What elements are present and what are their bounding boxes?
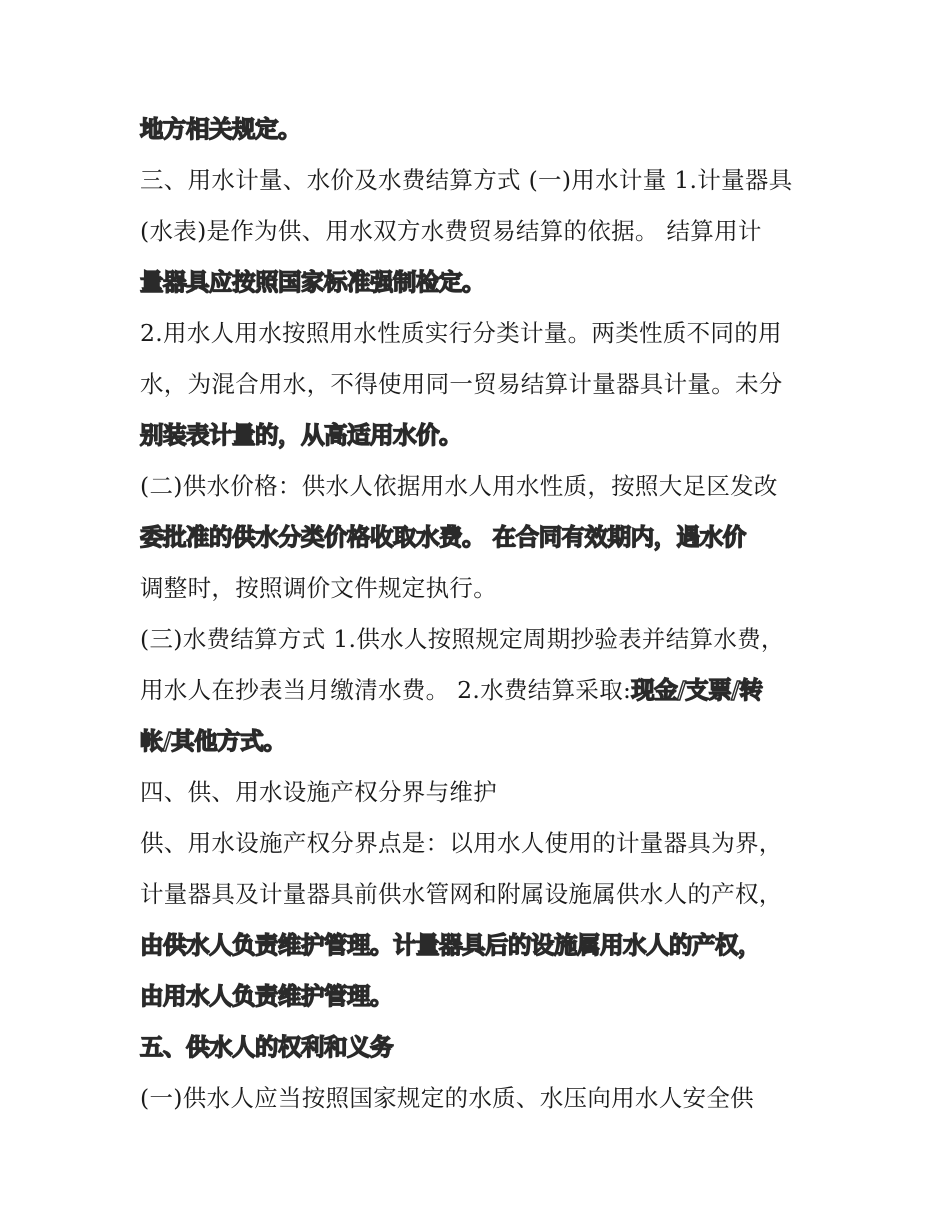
- outlined-text: 五、供水人的权利和义务: [140, 1033, 393, 1061]
- outlined-text: 量器具应按照国家标准强制检定。: [140, 268, 485, 296]
- body-text: 2.用水人用水按照用水性质实行分类计量。两类性质不同的用: [140, 319, 782, 347]
- text-line: [140, 1027, 820, 1078]
- outlined-text: 现金/支票/转: [631, 676, 763, 704]
- text-line: [140, 466, 820, 517]
- text-line: [140, 976, 820, 1027]
- text-line: [140, 619, 820, 670]
- body-text: (水表)是作为供、用水双方水费贸易结算的依据。 结算用计: [140, 217, 762, 245]
- body-text: 三、用水计量、水价及水费结算方式 (一)用水计量 1.计量器具: [140, 166, 793, 194]
- body-text: 用水人在抄表当月缴清水费。 2.水费结算采取:: [140, 676, 632, 704]
- text-line: [140, 568, 820, 619]
- outlined-text: 帐/其他方式。: [140, 727, 287, 755]
- body-text: (二)供水价格：供水人依据用水人用水性质，按照大足区发改: [140, 472, 778, 500]
- body-text: 调整时，按照调价文件规定执行。: [140, 574, 497, 602]
- text-line: [140, 262, 820, 313]
- body-text: (一)供水人应当按照国家规定的水质、水压向用水人安全供: [140, 1084, 754, 1112]
- text-line: [140, 364, 820, 415]
- text-line: [140, 160, 820, 211]
- text-line: [140, 874, 820, 925]
- body-text: 四、供、用水设施产权分界与维护: [140, 778, 497, 806]
- text-line: [140, 109, 820, 160]
- outlined-text: 委批准的供水分类价格收取水费。 在合同有效期内，遇水价: [140, 523, 746, 551]
- outlined-text: 别装表计量的，从高适用水价。: [140, 421, 462, 449]
- text-line: [140, 823, 820, 874]
- document-page: [140, 109, 820, 1129]
- outlined-text: 由供水人负责维护管理。计量器具后的设施属用水人的产权，: [140, 931, 761, 959]
- outlined-text: 由用水人负责维护管理。: [140, 982, 393, 1010]
- outlined-text: 地方相关规定。: [140, 115, 301, 143]
- body-text: 计量器具及计量器具前供水管网和附属设施属供水人的产权，: [140, 880, 783, 908]
- body-text: 供、用水设施产权分界点是：以用水人使用的计量器具为界，: [140, 829, 783, 857]
- body-text: 水，为混合用水，不得使用同一贸易结算计量器具计量。未分: [140, 370, 783, 398]
- text-line: [140, 772, 820, 823]
- text-line: [140, 721, 820, 772]
- text-line: [140, 415, 820, 466]
- text-line: [140, 670, 820, 721]
- text-line: [140, 925, 820, 976]
- body-text: (三)水费结算方式 1.供水人按照规定周期抄验表并结算水费，: [140, 625, 785, 653]
- text-line: [140, 1078, 820, 1129]
- text-line: [140, 211, 820, 262]
- text-line: [140, 517, 820, 568]
- text-line: [140, 313, 820, 364]
